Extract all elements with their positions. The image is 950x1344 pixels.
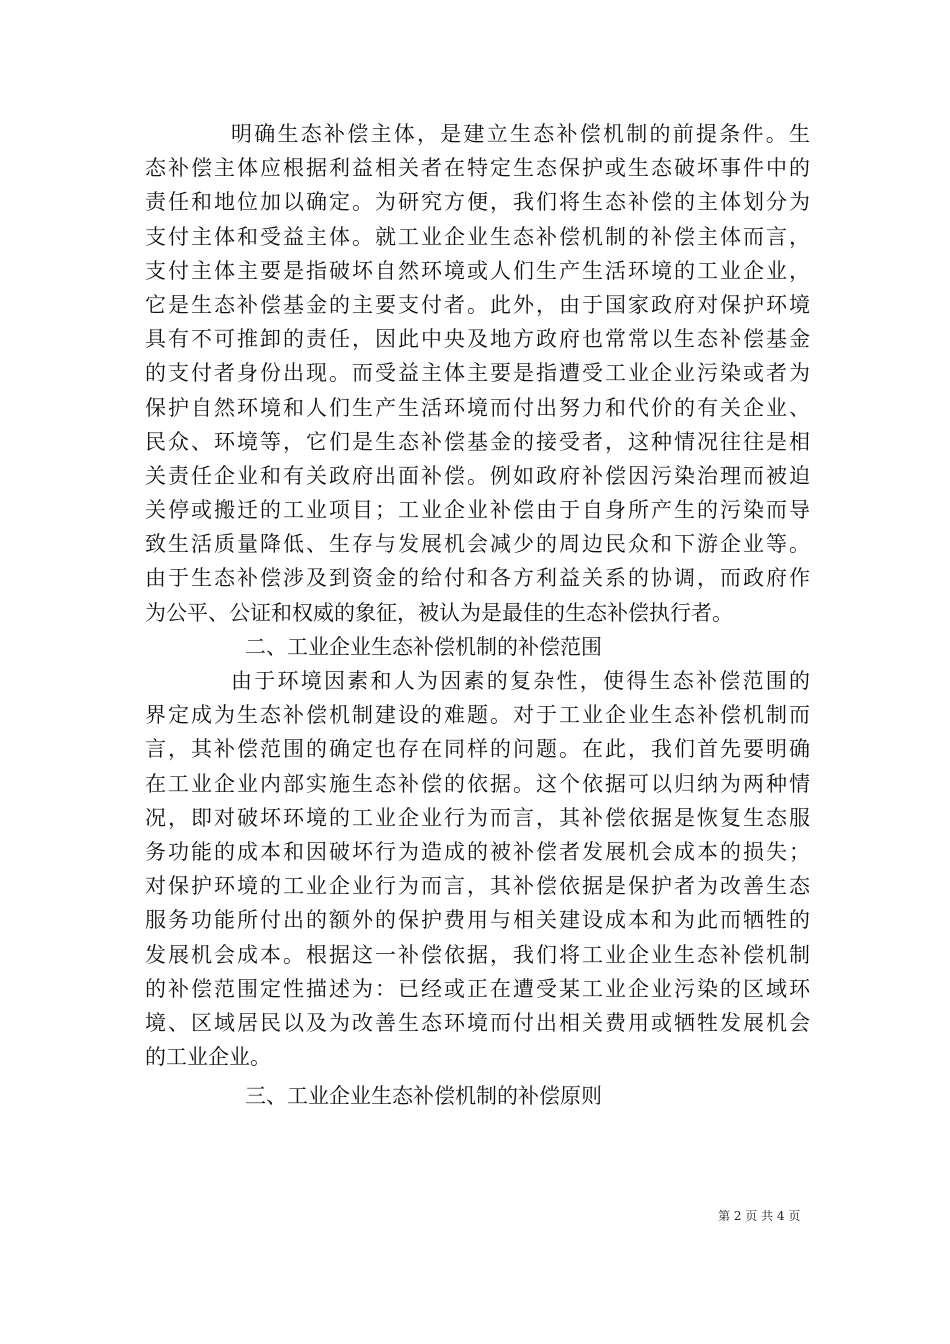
paragraph-line: 民众、环境等，它们是生态补偿基金的接受者，这种情况往往是相 (145, 429, 810, 454)
section-heading-scope: 二、工业企业生态补偿机制的补偿范围 (245, 634, 602, 659)
paragraph-line: 支付主体和受益主体。就工业企业生态补偿机制的补偿主体而言， (145, 224, 810, 249)
paragraph-line: 的工业企业。 (145, 1045, 271, 1070)
paragraph-line: 的支付者身份出现。而受益主体主要是指遭受工业企业污染或者为 (145, 361, 810, 386)
paragraph-line: 务功能的成本和因破坏行为造成的被补偿者发展机会成本的损失； (145, 839, 810, 864)
paragraph-line: 由于生态补偿涉及到资金的给付和各方利益关系的协调，而政府作 (145, 566, 810, 591)
paragraph-line: 在工业企业内部实施生态补偿的依据。这个依据可以归纳为两种情 (145, 771, 810, 796)
paragraph-line: 致生活质量降低、生存与发展机会减少的周边民众和下游企业等。 (145, 532, 810, 557)
paragraph-line: 对保护环境的工业企业行为而言，其补偿依据是保护者为改善生态 (145, 874, 810, 899)
paragraph-line: 关停或搬迁的工业项目；工业企业补偿由于自身所产生的污染而导 (145, 498, 810, 523)
paragraph-line: 责任和地位加以确定。为研究方便，我们将生态补偿的主体划分为 (145, 190, 810, 215)
paragraph-line: 明确生态补偿主体，是建立生态补偿机制的前提条件。生 (231, 122, 810, 146)
paragraph-line: 支付主体主要是指破坏自然环境或人们生产生活环境的工业企业， (145, 258, 810, 283)
document-body (145, 117, 810, 1113)
page-number-footer: 第 2 页 共 4 页 (718, 1209, 801, 1223)
paragraph-line: 保护自然环境和人们生产生活环境而付出努力和代价的有关企业、 (145, 395, 810, 420)
paragraph-compensation-subject (145, 117, 810, 630)
paragraph-line: 态补偿主体应根据利益相关者在特定生态保护或生态破坏事件中的 (145, 156, 810, 181)
paragraph-line: 况，即对破坏环境的工业企业行为而言，其补偿依据是恢复生态服 (145, 805, 810, 830)
paragraph-line: 言，其补偿范围的确定也存在同样的问题。在此，我们首先要明确 (145, 737, 810, 762)
paragraph-line: 为公平、公证和权威的象征，被认为是最佳的生态补偿执行者。 (145, 600, 733, 625)
paragraph-compensation-scope (145, 664, 810, 1074)
section-heading-principles: 三、工业企业生态补偿机制的补偿原则 (245, 1084, 602, 1109)
paragraph-line: 境、区域居民以及为改善生态环境而付出相关费用或牺牲发展机会 (145, 1010, 810, 1035)
paragraph-line: 发展机会成本。根据这一补偿依据，我们将工业企业生态补偿机制 (145, 942, 810, 967)
paragraph-line: 它是生态补偿基金的主要支付者。此外，由于国家政府对保护环境 (145, 292, 810, 317)
paragraph-line: 关责任企业和有关政府出面补偿。例如政府补偿因污染治理而被迫 (145, 463, 810, 488)
paragraph-line: 具有不可推卸的责任，因此中央及地方政府也常常以生态补偿基金 (145, 327, 810, 352)
paragraph-line: 界定成为生态补偿机制建设的难题。对于工业企业生态补偿机制而 (145, 703, 810, 728)
paragraph-line: 由于环境因素和人为因素的复杂性，使得生态补偿范围的 (231, 669, 810, 694)
paragraph-line: 的补偿范围定性描述为：已经或正在遭受某工业企业污染的区域环 (145, 976, 810, 1001)
paragraph-line: 服务功能所付出的额外的保护费用与相关建设成本和为此而牺牲的 (145, 908, 810, 933)
